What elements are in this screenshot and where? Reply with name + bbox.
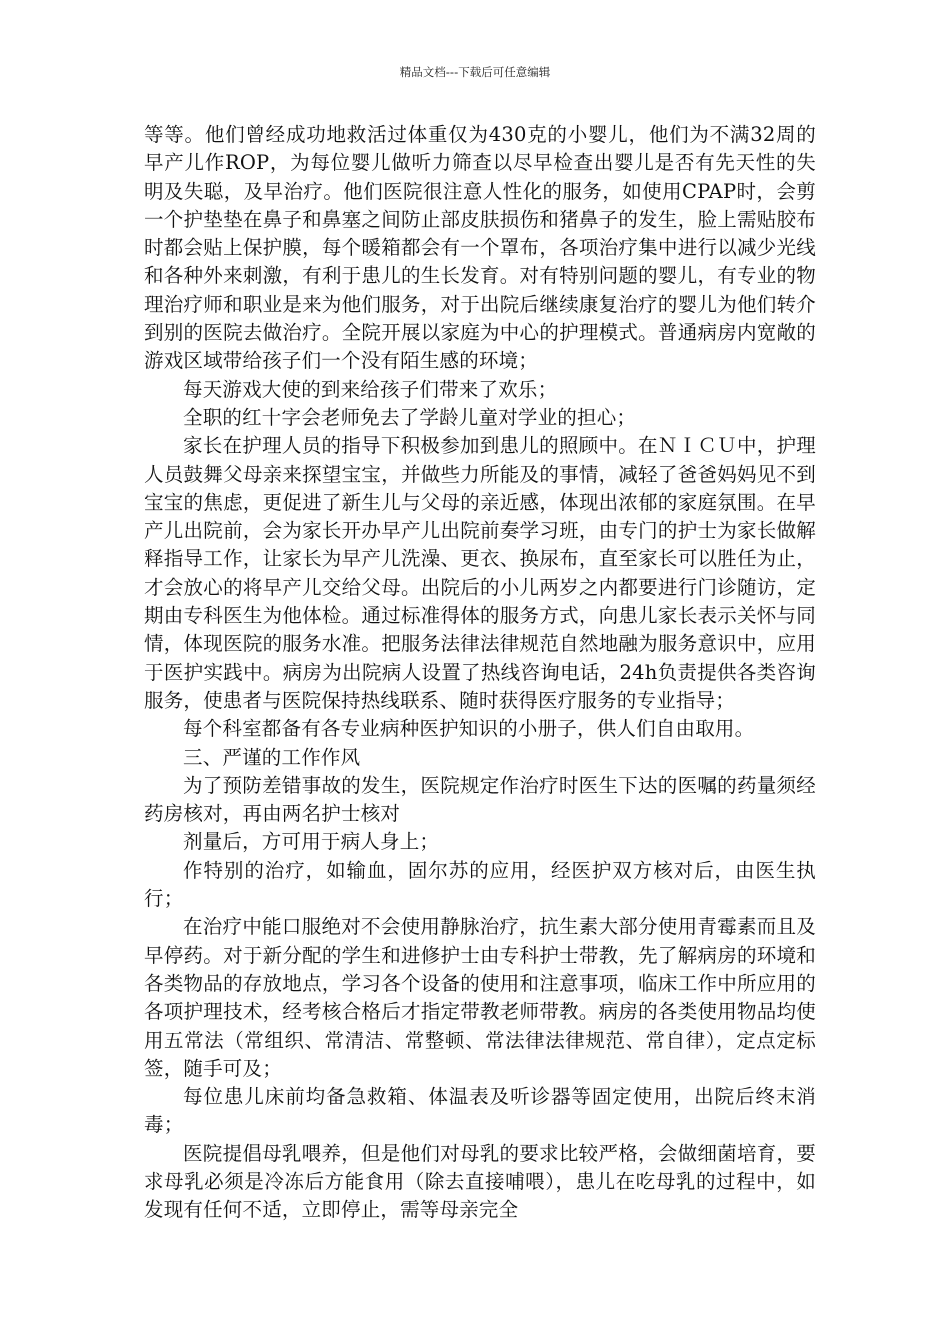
paragraph: 等等。他们曾经成功地救活过体重仅为430克的小婴儿，他们为不满32周的早产儿作ROP，为每位婴儿做听力筛查以尽早检查出婴儿是否有先天性的失明及失聪，及早治疗。他们医院很注意人性化的服务，如使用CPAP时，会剪一个护垫垫在鼻子和鼻塞之间防止部皮肤损伤和猪鼻子的发生，脸上需贴胶布时都会贴上保护膜，每个暖箱都会有一个罩布，各项治疗集中进行以减少光线和各种外来刺激，有利于患儿的生长发育。对有特别问题的婴儿，有专业的物理治疗师和职业是来为他们服务，对于出院后继续康复治疗的婴儿为他们转介到别的医院去做治疗。全院开展以家庭为中心的护理模式。普通病房内宽敞的游戏区域带给孩子们一个没有陌生感的环境； bbox=[144, 123, 816, 373]
paragraph: 每位患儿床前均备急救箱、体温表及听诊器等固定使用，出院后终末消毒； bbox=[144, 1085, 816, 1137]
paragraph: 作特别的治疗，如输血，固尔苏的应用，经医护双方核对后，由医生执行； bbox=[144, 858, 816, 911]
paragraph: 全职的红十字会老师免去了学龄儿童对学业的担心； bbox=[183, 405, 637, 429]
page-header: 精品文档---下载后可任意编辑 bbox=[399, 65, 551, 79]
section-heading: 三、严谨的工作作风 bbox=[183, 745, 361, 769]
paragraph: 每天游戏大使的到来给孩子们带来了欢乐； bbox=[183, 377, 558, 401]
paragraph: 为了预防差错事故的发生，医院规定作治疗时医生下达的医嘱的药量须经药房核对，再由两名护士核对 bbox=[144, 773, 816, 826]
paragraph: 剂量后，方可用于病人身上； bbox=[183, 830, 440, 854]
paragraph: 在治疗中能口服绝对不会使用静脉治疗，抗生素大部分使用青霉素而且及早停药。对于新分配的学生和进修护士由专科护士带教，先了解病房的环境和各类物品的存放地点，学习各个设备的使用和注意事项，临床工作中所应用的各项护理技术，经考核合格后才指定带教老师带教。病房的各类使用物品均使用五常法（常组织、常清洁、常整顿、常法律法律规范、常自律），定点定标签，随手可及； bbox=[144, 915, 816, 1080]
paragraph: 医院提倡母乳喂养，但是他们对母乳的要求比较严格，会做细菌培育，要求母乳必须是冷冻后方能食用（除去直接哺喂），患儿在吃母乳的过程中，如发现有任何不适，立即停止，需等母亲完全 bbox=[144, 1141, 816, 1222]
paragraph: 每个科室都备有各专业病种医护知识的小册子，供人们自由取用。 bbox=[183, 717, 755, 741]
document-body bbox=[144, 121, 816, 1225]
paragraph: 家长在护理人员的指导下积极参加到患儿的照顾中。在ＮＩＣＵ中，护理人员鼓舞父母亲来探望宝宝，并做些力所能及的事情，减轻了爸爸妈妈见不到宝宝的焦虑，更促进了新生儿与父母的亲近感，体现出浓郁的家庭氛围。在早产儿出院前，会为家长开办早产儿出院前奏学习班，由专门的护士为家长做解释指导工作，让家长为早产儿洗澡、更衣、换尿布，直至家长可以胜任为止，才会放心的将早产儿交给父母。出院后的小儿两岁之内都要进行门诊随访，定期由专科医生为他体检。通过标准得体的服务方式，向患儿家长表示关怀与同情，体现医院的服务水准。把服务法律法律规范自然地融为服务意识中，应用于医护实践中。病房为出院病人设置了热线咨询电话，24h负责提供各类咨询服务，使患者与医院保持热线联系、随时获得医疗服务的专业指导； bbox=[144, 434, 816, 712]
